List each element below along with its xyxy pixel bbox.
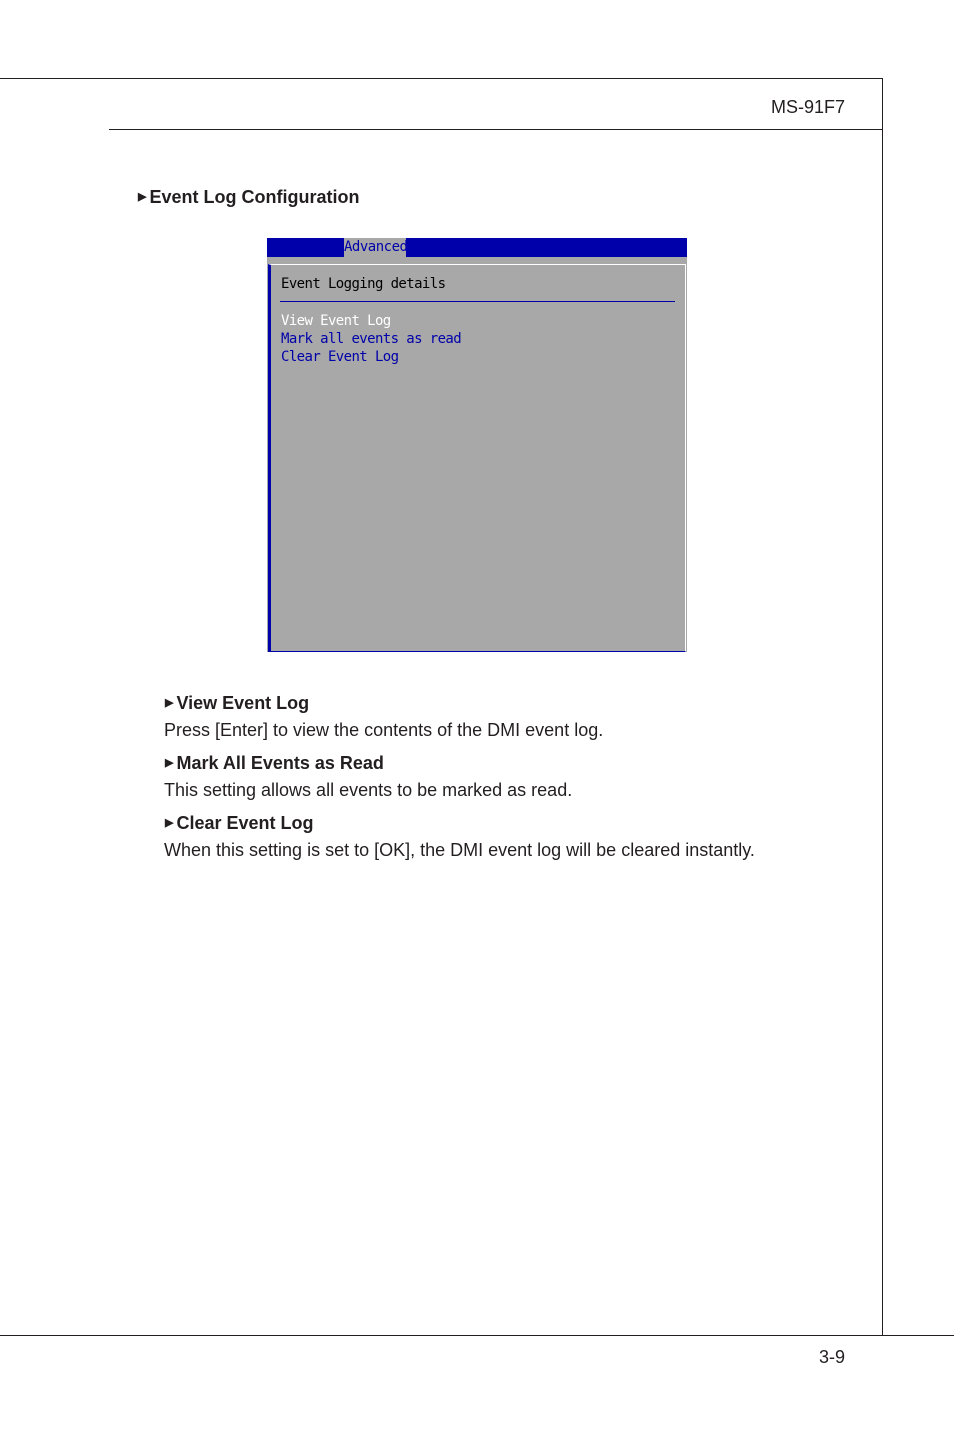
bios-separator [280,301,675,302]
triangle-bullet-icon: ▶ [138,191,147,203]
bios-menu-bar [267,238,687,257]
bottom-rule [0,1335,954,1336]
triangle-bullet-icon: ▶ [165,697,174,709]
entry-heading-clear-event-log [165,813,314,834]
bios-screenshot [267,238,687,652]
top-rule [0,78,883,79]
entry-heading-label: Clear Event Log [176,813,314,833]
bios-item-mark-all-events-read[interactable]: Mark all events as read [281,331,462,347]
section-title: Event Log Configuration [149,187,360,207]
bios-item-clear-event-log[interactable]: Clear Event Log [281,349,399,365]
model-number: MS-91F7 [770,97,845,117]
triangle-bullet-icon: ▶ [165,757,174,769]
entry-text-mark-all-read: This setting allows all events to be marked as read. [164,780,573,800]
bios-panel-title: Event Logging details [281,276,446,292]
header-rule [109,129,883,130]
entry-heading-view-event-log [165,693,309,714]
entry-text-view-event-log: Press [Enter] to view the contents of the DMI event log. [164,720,604,740]
entry-heading-label: Mark All Events as Read [176,753,384,773]
entry-heading-mark-all-read [165,753,384,774]
right-margin-rule [882,78,883,1335]
entry-heading-label: View Event Log [176,693,310,713]
bios-tab-advanced[interactable]: Advanced [344,239,408,255]
page-number: 3-9 [818,1347,845,1367]
bios-item-view-event-log[interactable]: View Event Log [281,313,391,329]
triangle-bullet-icon: ▶ [165,817,174,829]
section-heading [138,187,359,208]
entry-text-clear-event-log: When this setting is set to [OK], the DMI event log will be cleared instantly. [164,840,755,860]
